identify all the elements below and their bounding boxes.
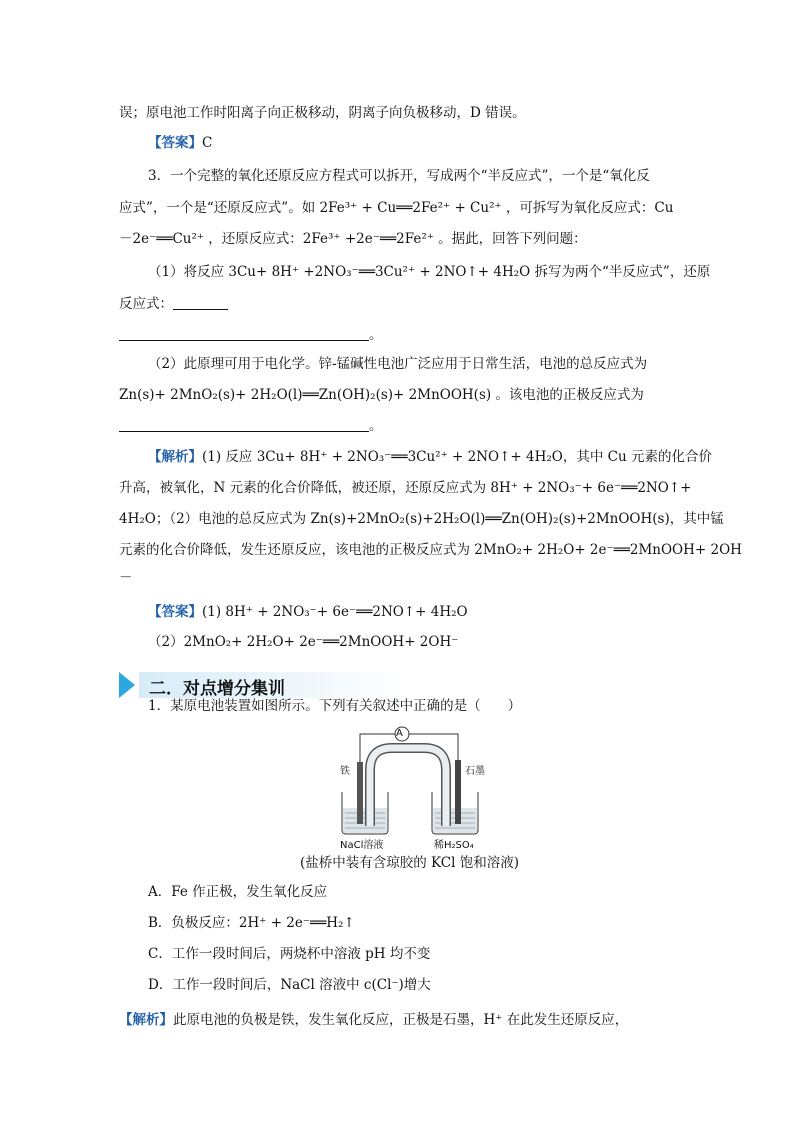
- option-b: B．负极反应：2H⁺ + 2e⁻══H₂↑: [148, 915, 355, 931]
- explanation-line-5: －: [119, 570, 133, 586]
- period: 。: [369, 327, 383, 343]
- figure-caption: (盐桥中装有含琼胶的 KCl 饱和溶液): [300, 855, 519, 871]
- h2so4-solution-label: 稀H₂SO₄: [434, 840, 474, 851]
- final-explanation-line: [119, 1010, 628, 1030]
- continuation-text: 误；原电池工作时阳离子向正极移动，阴离子向负极移动，D 错误。: [119, 105, 526, 121]
- explanation-text: 此原电池的负极是铁，发生氧化反应，正极是石墨，H⁺ 在此发生还原反应，: [173, 1012, 629, 1028]
- period: 。: [369, 418, 383, 434]
- q3-sub2-eq: Zn(s)+ 2MnO₂(s)+ 2H₂O(l)══Zn(OH)₂(s)+ 2MnOOH(s) 。该电池的正极反应式为: [119, 387, 644, 403]
- explanation-label: 【解析】: [119, 1012, 173, 1028]
- prompt-text: 反应式：: [119, 296, 173, 312]
- q3-line-1: 3．一个完整的氧化还原反应方程式可以拆开，写成两个“半反应式”，一个是“氧化反: [148, 168, 650, 184]
- option-c: C．工作一段时间后，两烧杯中溶液 pH 均不变: [148, 946, 431, 962]
- cell-diagram: [312, 718, 502, 848]
- explanation-line-2: 升高，被氧化，N 元素的化合价降低，被还原，还原反应式为 8H⁺ + 2NO₃⁻+ 6e⁻══2NO↑+: [119, 480, 692, 496]
- answer-blank: [173, 296, 228, 310]
- option-a: A．Fe 作正极，发生氧化反应: [148, 884, 328, 900]
- galvanic-cell-figure: [312, 718, 502, 851]
- explanation-line-1: [148, 447, 712, 467]
- nacl-solution-label: NaCl溶液: [340, 840, 384, 851]
- answer2-line-2: （2）2MnO₂+ 2H₂O+ 2e⁻══2MnOOH+ 2OH⁻: [148, 634, 459, 650]
- answer-value: C: [202, 135, 213, 151]
- option-d: D．工作一段时间后，NaCl 溶液中 c(Cl⁻)增大: [148, 977, 431, 993]
- explanation-line-4: 元素的化合价降低，发生还原反应，该电池的正极反应式为 2MnO₂+ 2H₂O+ 2e⁻══2MnOOH+ 2OH: [119, 542, 742, 558]
- q3-sub1-prompt: [119, 294, 228, 314]
- q3-line-2: 应式”，一个是“还原反应式”。如 2Fe³⁺ + Cu══2Fe²⁺ + Cu²⁺ ，可拆写为氧化反应式：Cu: [119, 200, 674, 216]
- graphite-electrode-label: 石墨: [465, 766, 485, 777]
- section-title: 二．对点增分集训: [149, 679, 285, 699]
- q3-sub2-line: （2）此原理可用于电化学。锌-锰碱性电池广泛应用于日常生活，电池的总反应式为: [148, 356, 648, 372]
- iron-electrode-label: 铁: [340, 766, 350, 777]
- q3-sub1-blank-line: [119, 325, 383, 345]
- explanation-text: (1) 反应 3Cu+ 8H⁺ + 2NO₃⁻══3Cu²⁺ + 2NO↑+ 4H₂O，其中 Cu 元素的化合价: [202, 449, 712, 465]
- answer-blank: [119, 418, 369, 432]
- answer-line-1: [148, 133, 212, 153]
- section-arrow-icon: [119, 672, 135, 698]
- explanation-line-3: 4H₂O；（2）电池的总反应式为 Zn(s)+2MnO₂(s)+2H₂O(l)══Zn(OH)₂(s)+2MnOOH(s)，其中锰: [119, 511, 724, 527]
- q3-sub2-blank-line: [119, 416, 383, 436]
- answer-text: (1) 8H⁺ + 2NO₃⁻+ 6e⁻══2NO↑+ 4H₂O: [202, 604, 468, 620]
- ammeter-label: A: [396, 728, 403, 739]
- q3-line-3: －2e⁻══Cu²⁺ ，还原反应式：2Fe³⁺ +2e⁻══2Fe²⁺ 。据此，回答下列问题：: [119, 231, 587, 247]
- q3-sub1-line: （1）将反应 3Cu+ 8H⁺ +2NO₃⁻══3Cu²⁺ + 2NO↑+ 4H₂O 拆写为两个“半反应式”，还原: [148, 264, 711, 280]
- answer-label: 【答案】: [148, 604, 202, 620]
- explanation-label: 【解析】: [148, 449, 202, 465]
- answer2-line-1: [148, 602, 468, 622]
- answer-label: 【答案】: [148, 135, 202, 151]
- q1-stem: 1．某原电池装置如图所示。下列有关叙述中正确的是（ ）: [148, 698, 522, 714]
- answer-blank: [119, 327, 369, 341]
- section-header: [119, 672, 409, 698]
